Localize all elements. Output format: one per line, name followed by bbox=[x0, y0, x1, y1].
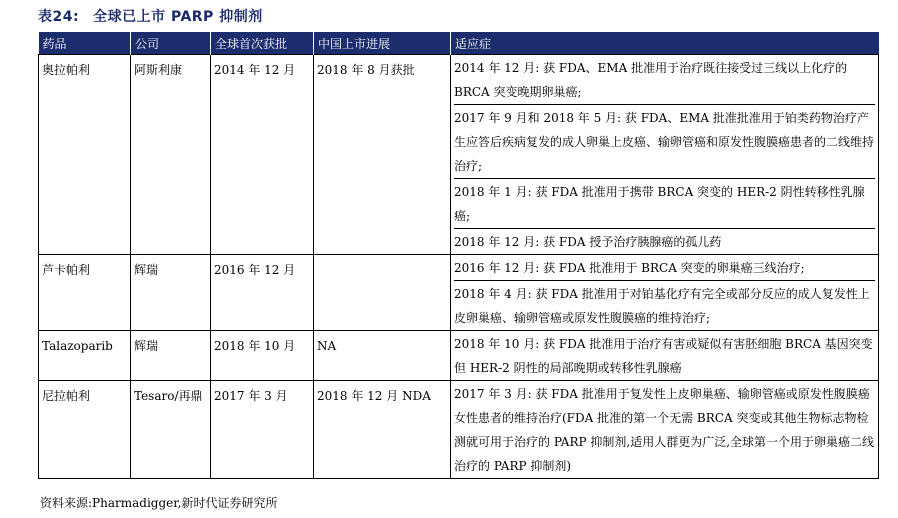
indication-cell bbox=[451, 55, 879, 255]
indication-entry: 2017 年 9 月和 2018 年 5 月: 获 FDA、EMA 批准批准用于铂类药物治疗产生应答后疾病复发的成人卵巢上皮癌、输卵管癌和原发性腹膜癌患者的二线维持治疗; bbox=[454, 104, 875, 178]
company-cell: 阿斯利康 bbox=[131, 55, 211, 255]
table-row bbox=[39, 331, 879, 381]
header-china-progress: 中国上市进展 bbox=[314, 32, 451, 55]
china-progress-cell: NA bbox=[314, 331, 451, 381]
global-approval-cell: 2016 年 12 月 bbox=[211, 255, 314, 331]
indication-cell bbox=[451, 381, 879, 479]
parp-inhibitor-table bbox=[38, 32, 879, 479]
indication-entry: 2017 年 3 月: 获 FDA 批准用于复发性上皮卵巢癌、输卵管癌或原发性腹膜癌女性患者的维持治疗(FDA 批准的第一个无需 BRCA 突变或其他生物标志物检测就可用于治疗的 PARP 抑制剂,适用人群更为广泛,全球第一个用于卵巢癌二线治疗的 PARP 抑制剂) bbox=[454, 387, 875, 473]
indication-cell bbox=[451, 255, 879, 331]
table-row bbox=[39, 381, 879, 479]
indication-entry: 2018 年 4 月: 获 FDA 批准用于对铂基化疗有完全或部分反应的成人复发性上皮卵巢癌、输卵管癌或原发性腹膜癌的维持治疗; bbox=[454, 280, 875, 330]
china-progress-cell bbox=[314, 255, 451, 331]
global-approval-cell: 2017 年 3 月 bbox=[211, 381, 314, 479]
table-header-row bbox=[39, 32, 879, 55]
header-global-approval: 全球首次获批 bbox=[211, 32, 314, 55]
drug-cell: 奥拉帕利 bbox=[39, 55, 131, 255]
indication-entry: 2018 年 10 月: 获 FDA 批准用于治疗有害或疑似有害胚细胞 BRCA 基因突变但 HER-2 阴性的局部晚期或转移性乳腺癌 bbox=[454, 337, 873, 375]
header-company: 公司 bbox=[131, 32, 211, 55]
drug-cell: 尼拉帕利 bbox=[39, 381, 131, 479]
indication-entry: 2014 年 12 月: 获 FDA、EMA 批准用于治疗既往接受过三线以上化疗的 BRCA 突变晚期卵巢癌; bbox=[454, 61, 848, 99]
drug-cell: 芦卡帕利 bbox=[39, 255, 131, 331]
header-indication: 适应症 bbox=[451, 32, 879, 55]
company-cell: Tesaro/再鼎 bbox=[131, 381, 211, 479]
drug-cell: Talazoparib bbox=[39, 331, 131, 381]
global-approval-cell: 2014 年 12 月 bbox=[211, 55, 314, 255]
caption-label: 表24: bbox=[38, 9, 80, 25]
company-cell: 辉瑞 bbox=[131, 331, 211, 381]
indication-entry: 2016 年 12 月: 获 FDA 批准用于 BRCA 突变的卵巢癌三线治疗; bbox=[454, 261, 805, 275]
caption-title: 全球已上市 PARP 抑制剂 bbox=[93, 9, 263, 25]
header-drug: 药品 bbox=[39, 32, 131, 55]
table-row bbox=[39, 55, 879, 255]
china-progress-cell: 2018 年 12 月 NDA bbox=[314, 381, 451, 479]
table-row bbox=[39, 255, 879, 331]
indication-entry: 2018 年 12 月: 获 FDA 授予治疗胰腺癌的孤儿药 bbox=[454, 228, 875, 254]
indication-entry: 2018 年 1 月: 获 FDA 批准用于携带 BRCA 突变的 HER-2 阴性转移性乳腺癌; bbox=[454, 178, 875, 228]
table-caption bbox=[38, 6, 263, 26]
global-approval-cell: 2018 年 10 月 bbox=[211, 331, 314, 381]
indication-cell bbox=[451, 331, 879, 381]
company-cell: 辉瑞 bbox=[131, 255, 211, 331]
china-progress-cell: 2018 年 8 月获批 bbox=[314, 55, 451, 255]
source-note: 资料来源:Pharmadigger,新时代证券研究所 bbox=[40, 496, 278, 510]
